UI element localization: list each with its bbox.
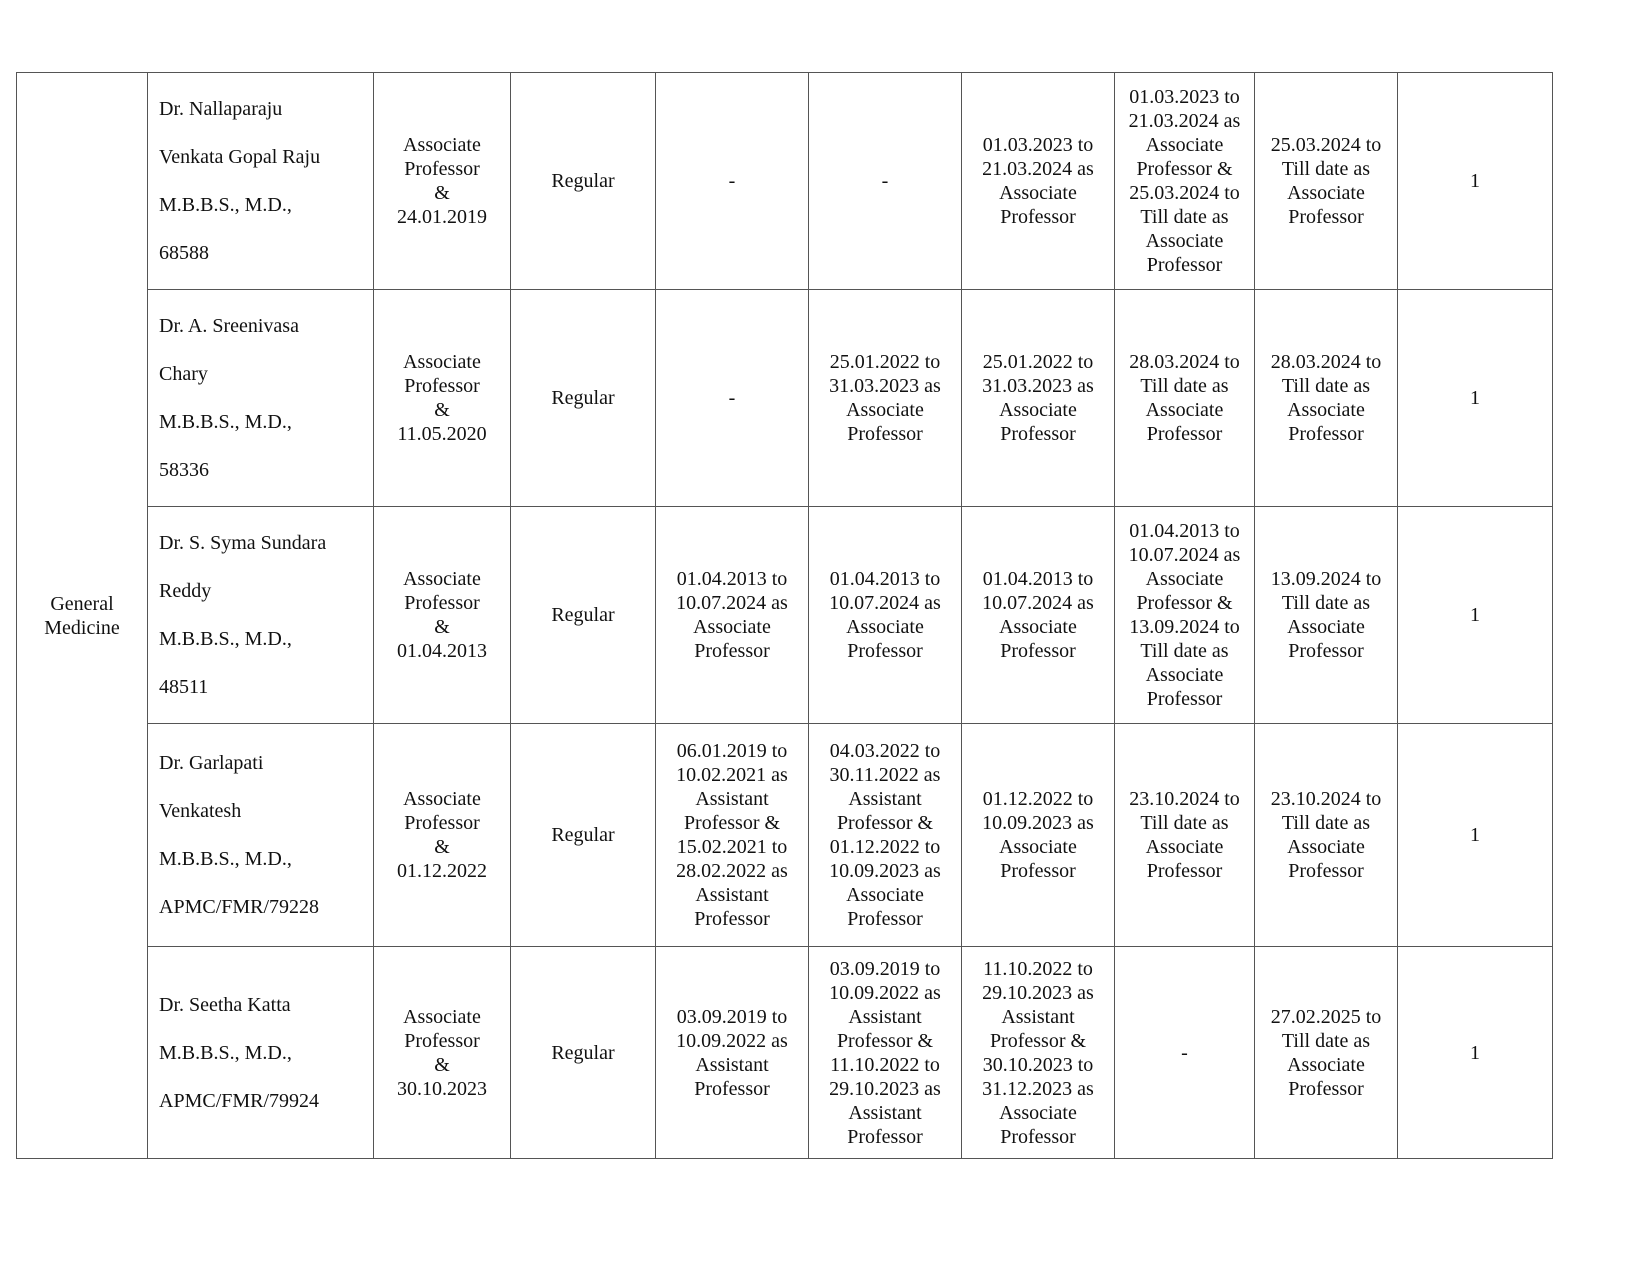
count-cell: 1 bbox=[1398, 724, 1553, 947]
experience-cell: 23.10.2024 to Till date as Associate Professor bbox=[1255, 724, 1398, 947]
faculty-name-line: Venkata Gopal Raju bbox=[159, 146, 321, 168]
experience-cell: - bbox=[656, 73, 809, 290]
experience-cell: - bbox=[809, 73, 962, 290]
table-row bbox=[17, 290, 1553, 507]
faculty-name-cell bbox=[148, 724, 374, 947]
faculty-name-line: Dr. Garlapati bbox=[159, 752, 264, 774]
experience-cell: 27.02.2025 to Till date as Associate Professor bbox=[1255, 947, 1398, 1159]
faculty-name-line: Dr. Seetha Katta bbox=[159, 993, 291, 1016]
designation-cell: Associate Professor & 24.01.2019 bbox=[374, 73, 511, 290]
experience-cell: 01.04.2013 to 10.07.2024 as Associate Professor bbox=[809, 507, 962, 724]
experience-cell: 01.04.2013 to 10.07.2024 as Associate Professor bbox=[656, 507, 809, 724]
experience-cell: 01.03.2023 to 21.03.2024 as Associate Professor bbox=[962, 73, 1115, 290]
faculty-registration: APMC/FMR/79228 bbox=[159, 896, 320, 918]
appointment-nature-cell: Regular bbox=[511, 73, 656, 290]
faculty-qualification: M.B.B.S., M.D., bbox=[159, 411, 292, 433]
experience-cell: 06.01.2019 to 10.02.2021 as Assistant Professor & 15.02.2021 to 28.02.2022 as Assistant Professor bbox=[656, 724, 809, 947]
faculty-qualification: M.B.B.S., M.D., bbox=[159, 628, 292, 650]
faculty-qualification: M.B.B.S., M.D., bbox=[159, 848, 292, 870]
faculty-registration: 48511 bbox=[159, 676, 209, 698]
faculty-name-cell bbox=[148, 947, 374, 1159]
experience-cell: 01.04.2013 to 10.07.2024 as Associate Professor bbox=[962, 507, 1115, 724]
experience-cell: 28.03.2024 to Till date as Associate Professor bbox=[1115, 290, 1255, 507]
experience-cell: 01.03.2023 to 21.03.2024 as Associate Professor & 25.03.2024 to Till date as Associate Professor bbox=[1115, 73, 1255, 290]
experience-cell: 03.09.2019 to 10.09.2022 as Assistant Professor bbox=[656, 947, 809, 1159]
designation-cell: Associate Professor & 01.04.2013 bbox=[374, 507, 511, 724]
count-cell: 1 bbox=[1398, 507, 1553, 724]
designation-cell: Associate Professor & 11.05.2020 bbox=[374, 290, 511, 507]
designation-cell: Associate Professor & 30.10.2023 bbox=[374, 947, 511, 1159]
table-row bbox=[17, 947, 1553, 1159]
count-cell: 1 bbox=[1398, 290, 1553, 507]
faculty-name-line: Chary bbox=[159, 363, 208, 385]
faculty-name-cell bbox=[148, 73, 374, 290]
faculty-name-line: Dr. S. Syma Sundara bbox=[159, 532, 327, 554]
designation-cell: Associate Professor & 01.12.2022 bbox=[374, 724, 511, 947]
experience-cell: - bbox=[656, 290, 809, 507]
faculty-name-cell bbox=[148, 507, 374, 724]
department-cell: General Medicine bbox=[17, 73, 148, 1159]
faculty-name-line: Venkatesh bbox=[159, 800, 242, 822]
appointment-nature-cell: Regular bbox=[511, 507, 656, 724]
faculty-qualification: M.B.B.S., M.D., bbox=[159, 194, 292, 216]
appointment-nature-cell: Regular bbox=[511, 724, 656, 947]
experience-cell: 28.03.2024 to Till date as Associate Professor bbox=[1255, 290, 1398, 507]
faculty-name-line: Reddy bbox=[159, 580, 212, 602]
faculty-registration: 68588 bbox=[159, 242, 209, 264]
count-cell: 1 bbox=[1398, 947, 1553, 1159]
experience-cell: 25.01.2022 to 31.03.2023 as Associate Professor bbox=[809, 290, 962, 507]
count-cell: 1 bbox=[1398, 73, 1553, 290]
faculty-registration: APMC/FMR/79924 bbox=[159, 1089, 320, 1112]
faculty-table bbox=[16, 72, 1553, 1159]
faculty-name-line: Dr. A. Sreenivasa bbox=[159, 315, 299, 337]
experience-cell: 25.01.2022 to 31.03.2023 as Associate Professor bbox=[962, 290, 1115, 507]
experience-cell: 01.12.2022 to 10.09.2023 as Associate Professor bbox=[962, 724, 1115, 947]
appointment-nature-cell: Regular bbox=[511, 947, 656, 1159]
faculty-qualification: M.B.B.S., M.D., bbox=[159, 1041, 292, 1064]
table-row bbox=[17, 724, 1553, 947]
experience-cell: 13.09.2024 to Till date as Associate Professor bbox=[1255, 507, 1398, 724]
experience-cell: 04.03.2022 to 30.11.2022 as Assistant Professor & 01.12.2022 to 10.09.2023 as Associate Professor bbox=[809, 724, 962, 947]
table-row bbox=[17, 73, 1553, 290]
experience-cell: 03.09.2019 to 10.09.2022 as Assistant Professor & 11.10.2022 to 29.10.2023 as Assistant Professor bbox=[809, 947, 962, 1159]
experience-cell: 23.10.2024 to Till date as Associate Professor bbox=[1115, 724, 1255, 947]
experience-cell: - bbox=[1115, 947, 1255, 1159]
experience-cell: 25.03.2024 to Till date as Associate Professor bbox=[1255, 73, 1398, 290]
appointment-nature-cell: Regular bbox=[511, 290, 656, 507]
experience-cell: 11.10.2022 to 29.10.2023 as Assistant Professor & 30.10.2023 to 31.12.2023 as Associate Professor bbox=[962, 947, 1115, 1159]
table-row bbox=[17, 507, 1553, 724]
experience-cell: 01.04.2013 to 10.07.2024 as Associate Professor & 13.09.2024 to Till date as Associate Professor bbox=[1115, 507, 1255, 724]
faculty-name-cell bbox=[148, 290, 374, 507]
faculty-registration: 58336 bbox=[159, 459, 209, 481]
faculty-name-line: Dr. Nallaparaju bbox=[159, 98, 283, 120]
